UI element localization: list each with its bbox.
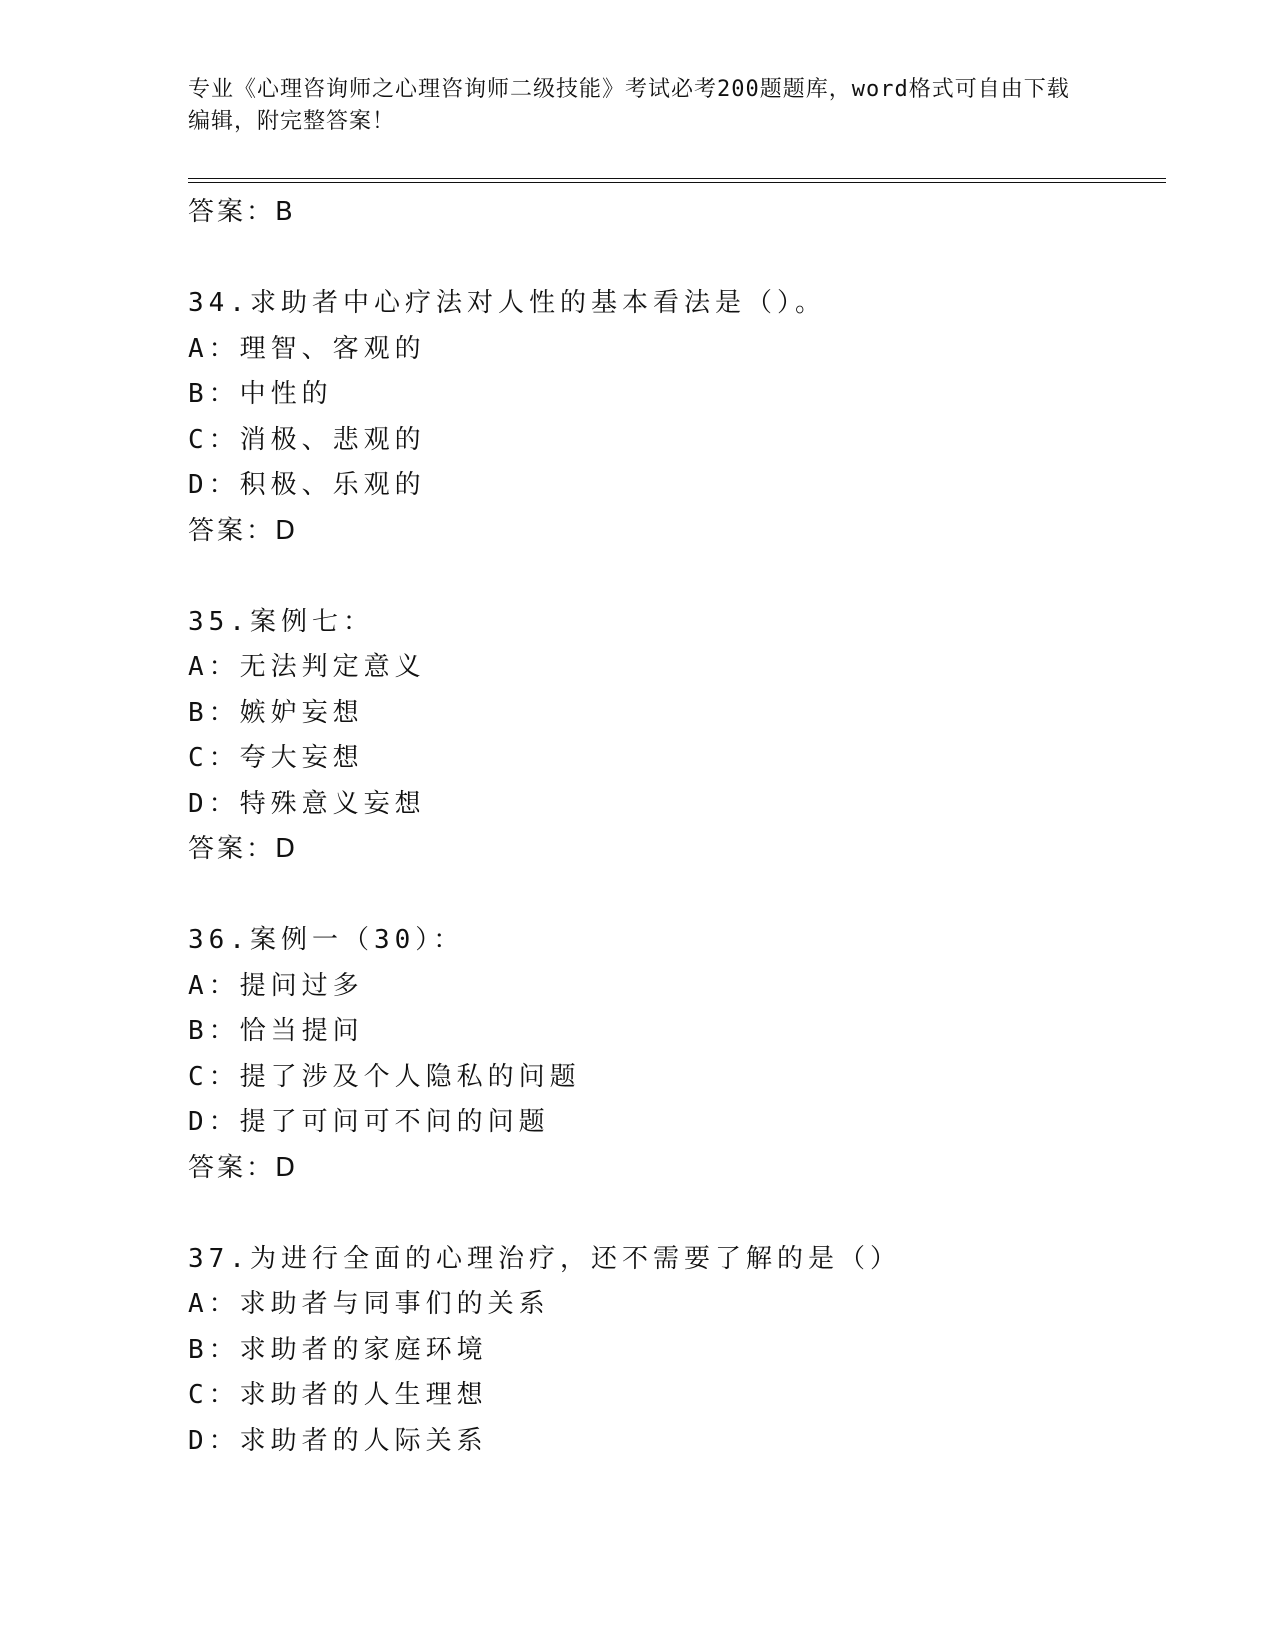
option-b: B：中性的 (188, 379, 333, 409)
option-c: C：求助者的人生理想 (188, 1380, 488, 1410)
option-c: C：消极、悲观的 (188, 424, 426, 455)
spacer (188, 554, 1166, 600)
question-34 (188, 281, 1166, 554)
question-answer: 答案：D (188, 1152, 299, 1183)
question-stem: 35.案例七： (188, 606, 374, 637)
question-stem: 36.案例一（30）： (188, 925, 465, 955)
header-divider (188, 178, 1166, 183)
option-a: A：无法判定意义 (188, 652, 426, 682)
document-header: 专业《心理咨询师之心理咨询师二级技能》考试必考200题题库，word格式可自由下载编辑，附完整答案！ (188, 77, 1070, 134)
option-a: A：提问过多 (188, 970, 364, 1001)
question-stem: 34.求助者中心疗法对人性的基本看法是（）。 (188, 288, 826, 318)
option-b: B：求助者的家庭环境 (188, 1334, 488, 1365)
document-body (188, 190, 1166, 1464)
option-c: C：提了涉及个人隐私的问题 (188, 1061, 581, 1092)
option-a: A：求助者与同事们的关系 (188, 1289, 550, 1319)
spacer (188, 1191, 1166, 1237)
question-35 (188, 600, 1166, 873)
option-d: D：求助者的人际关系 (188, 1425, 488, 1456)
question-stem: 37.为进行全面的心理治疗，还不需要了解的是（） (188, 1243, 901, 1274)
spacer (188, 236, 1166, 282)
question-answer: 答案：D (188, 834, 299, 864)
option-a: A：理智、客观的 (188, 333, 426, 364)
question-37 (188, 1237, 1166, 1465)
option-d: D：特殊意义妄想 (188, 788, 426, 819)
previous-answer: 答案：B (188, 197, 296, 227)
option-d: D：提了可问可不问的问题 (188, 1107, 550, 1137)
spacer (188, 873, 1166, 919)
question-answer: 答案：D (188, 515, 299, 546)
question-36 (188, 918, 1166, 1191)
option-b: B：恰当提问 (188, 1016, 364, 1046)
option-b: B：嫉妒妄想 (188, 697, 364, 728)
option-c: C：夸大妄想 (188, 743, 364, 773)
option-d: D：积极、乐观的 (188, 470, 426, 500)
